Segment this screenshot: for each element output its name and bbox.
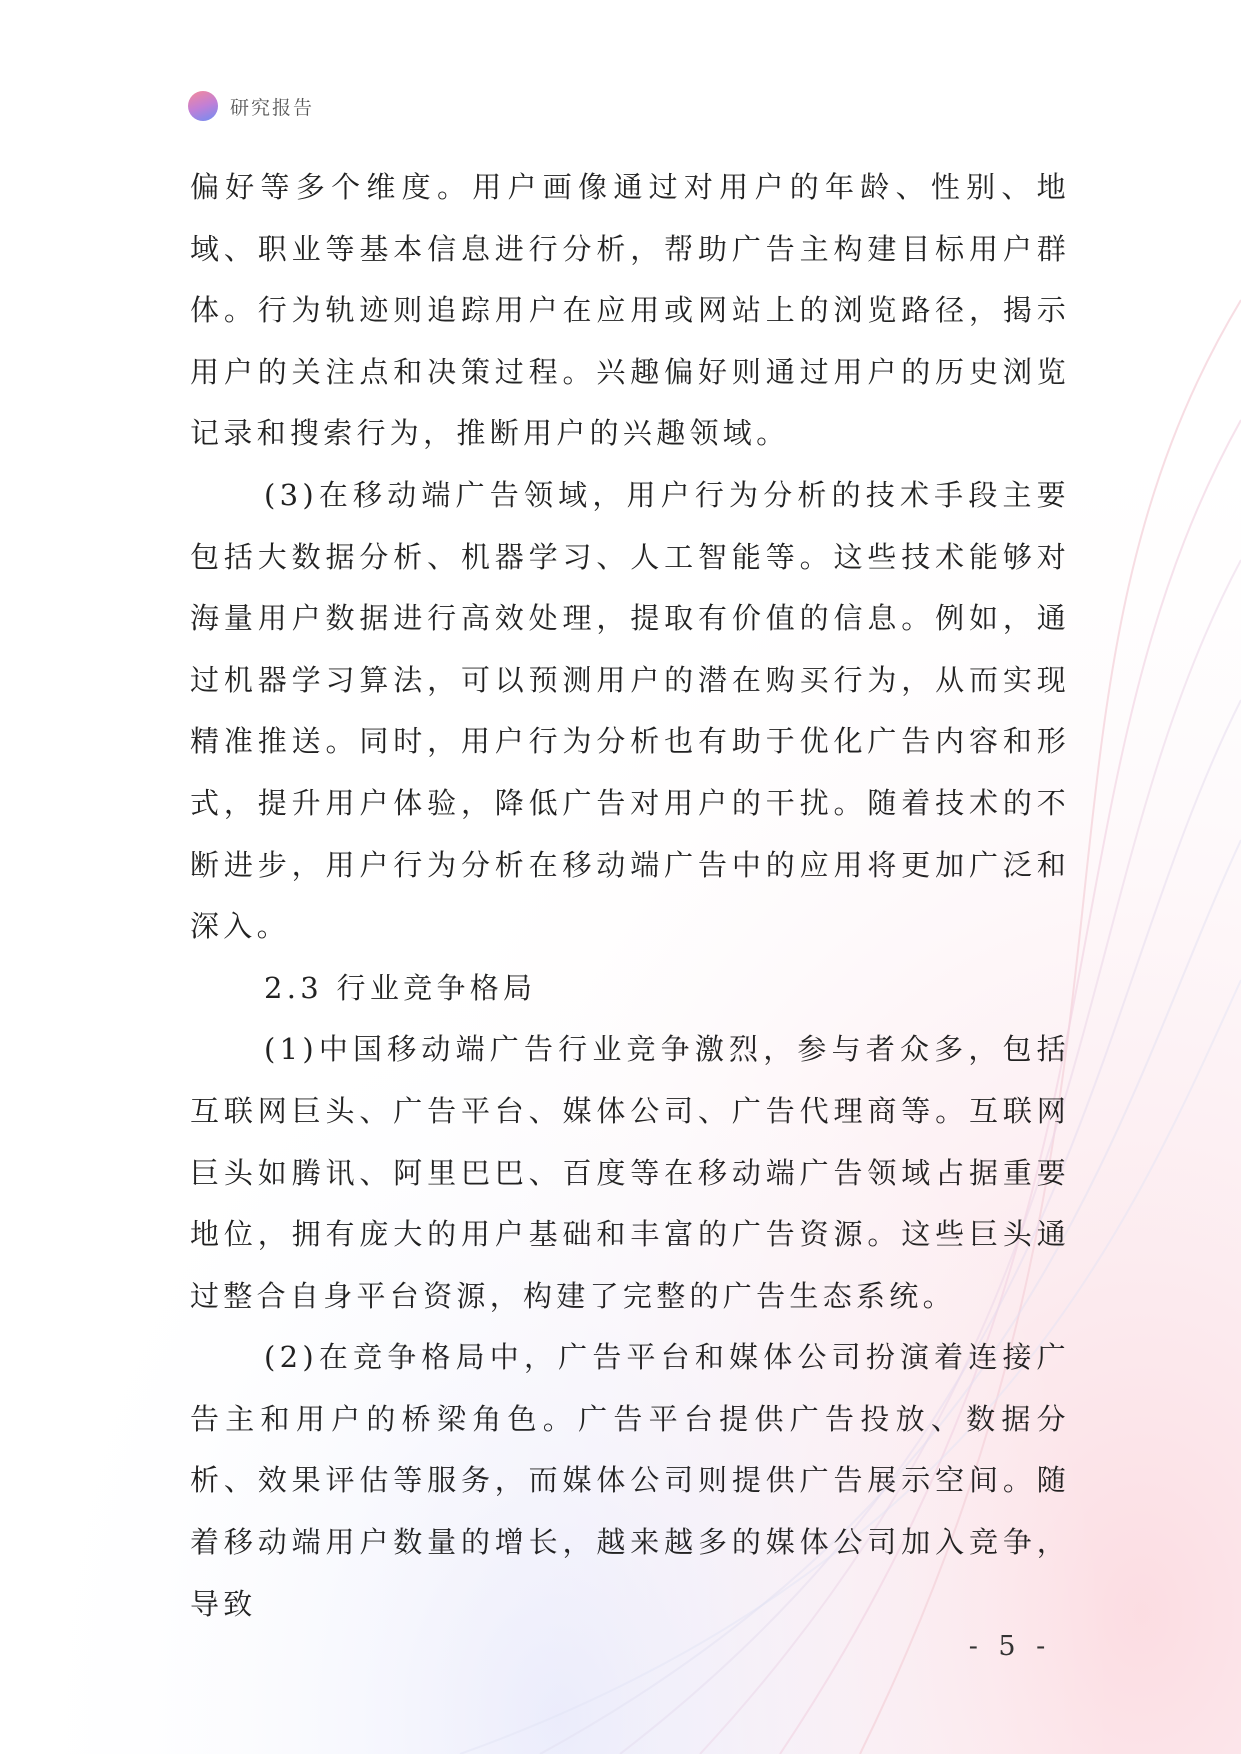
page-number: - 5 - [968,1631,1052,1662]
header-title: 研究报告 [230,96,315,119]
document-body [190,157,1070,1635]
report-header [188,89,314,123]
paragraph-analysis-techniques: (3)在移动端广告领域，用户行为分析的技术手段主要包括大数据分析、机器学习、人工智能等。这些技术能够对海量用户数据进行高效处理，提取有价值的信息。例如，通过机器学习算法，可以预测用户的潜在购买行为，从而实现精准推送。同时，用户行为分析也有助于优化广告内容和形式，提升用户体验，降低广告对用户的干扰。随着技术的不断进步，用户行为分析在移动端广告中的应用将更加广泛和深入。 [190,477,1070,944]
report-logo-icon [188,91,218,121]
paragraph-competition-players: (1)中国移动端广告行业竞争激烈，参与者众多，包括互联网巨头、广告平台、媒体公司、广告代理商等。互联网巨头如腾讯、阿里巴巴、百度等在移动端广告领域占据重要地位，拥有庞大的用户基础和丰富的广告资源。这些巨头通过整合自身平台资源，构建了完整的广告生态系统。 [190,1032,1070,1313]
paragraph-platforms-media: (2)在竞争格局中，广告平台和媒体公司扮演着连接广告主和用户的桥梁角色。广告平台提供广告投放、数据分析、效果评估等服务，而媒体公司则提供广告展示空间。随着移动端用户数量的增长，越来越多的媒体公司加入竞争，导致 [190,1340,1070,1621]
paragraph-user-profiling: 偏好等多个维度。用户画像通过对用户的年龄、性别、地域、职业等基本信息进行分析，帮助广告主构建目标用户群体。行为轨迹则追踪用户在应用或网站上的浏览路径，揭示用户的关注点和决策过程。兴趣偏好则通过用户的历史浏览记录和搜索行为，推断用户的兴趣领域。 [190,170,1070,451]
section-heading: 2.3 行业竞争格局 [264,970,537,1005]
